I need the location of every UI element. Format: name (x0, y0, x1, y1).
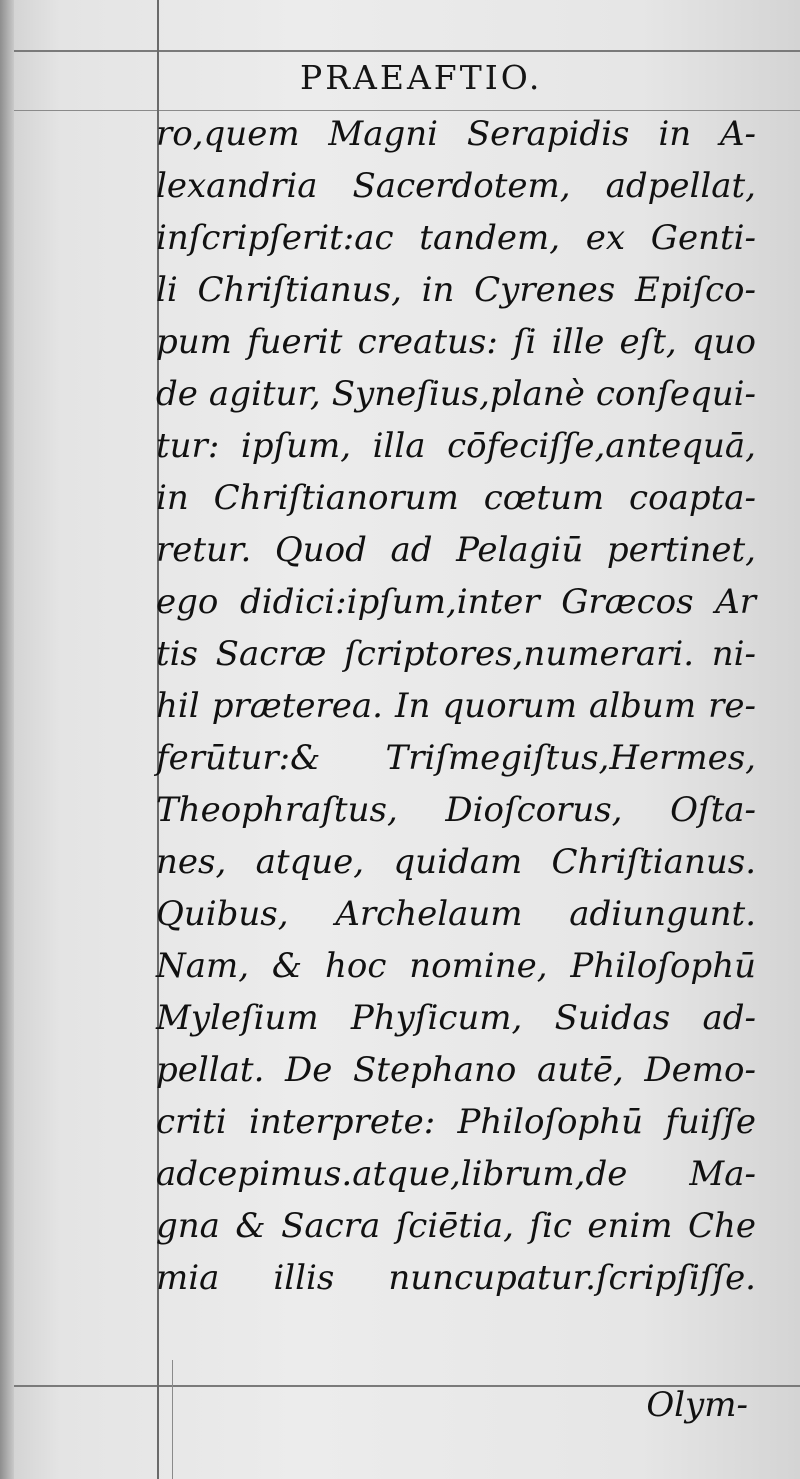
text-line: ro,quem Magni Serapidis in A- (156, 114, 756, 154)
text-line: in Chriſtianorum cœtum coapta- (156, 478, 756, 518)
text-line: pellat. De Stephano autē, Demo- (156, 1050, 756, 1090)
text-line: hil præterea. In quorum album re- (156, 686, 756, 726)
running-head: PRAEAFTIO. (300, 58, 543, 97)
page-edge (0, 0, 14, 1479)
text-line: Quibus, Archelaum adiungunt. (156, 894, 756, 934)
text-line: tis Sacræ ſcriptores,numerari. ni- (156, 634, 756, 674)
text-block (156, 108, 756, 1304)
text-line: inſcripſerit:ac tandem, ex Genti- (156, 218, 756, 258)
text-line: ferūtur:& Triſmegiſtus,Hermes, (156, 738, 756, 778)
text-line: de agitur, Syneſius,planè conſequi- (156, 374, 756, 414)
text-line: gna & Sacra ſciētia, ſic enim Che (156, 1206, 756, 1246)
text-line: Theophraſtus, Dioſcorus, Oſta- (156, 790, 756, 830)
text-line: mia illis nuncupatur.ſcripſiſſe. (156, 1258, 756, 1298)
text-line: ego didici:ipſum,inter Græcos Ar (156, 582, 756, 622)
text-line: nes, atque, quidam Chriſtianus. (156, 842, 756, 882)
text-line: Nam, & hoc nomine, Philoſophū (156, 946, 756, 986)
text-line: Myleſium Phyſicum, Suidas ad- (156, 998, 756, 1038)
text-line: pum fuerit creatus: ſi ille eſt, quo (156, 322, 756, 362)
ruled-margin-line-lower (172, 1360, 173, 1479)
text-line: criti interprete: Philoſophū fuiſſe (156, 1102, 756, 1142)
text-line: adcepimus.atque,librum,de Ma- (156, 1154, 756, 1194)
ruled-line-top (14, 50, 800, 52)
text-line: tur: ipſum, illa cōfeciſſe,antequā, (156, 426, 756, 466)
text-line: lexandria Sacerdotem, adpellat, (156, 166, 756, 206)
text-line: retur. Quod ad Pelagiū pertinet, (156, 530, 756, 570)
text-line: li Chriſtianus, in Cyrenes Epiſco- (156, 270, 756, 310)
catchword: Olym- (646, 1385, 748, 1425)
